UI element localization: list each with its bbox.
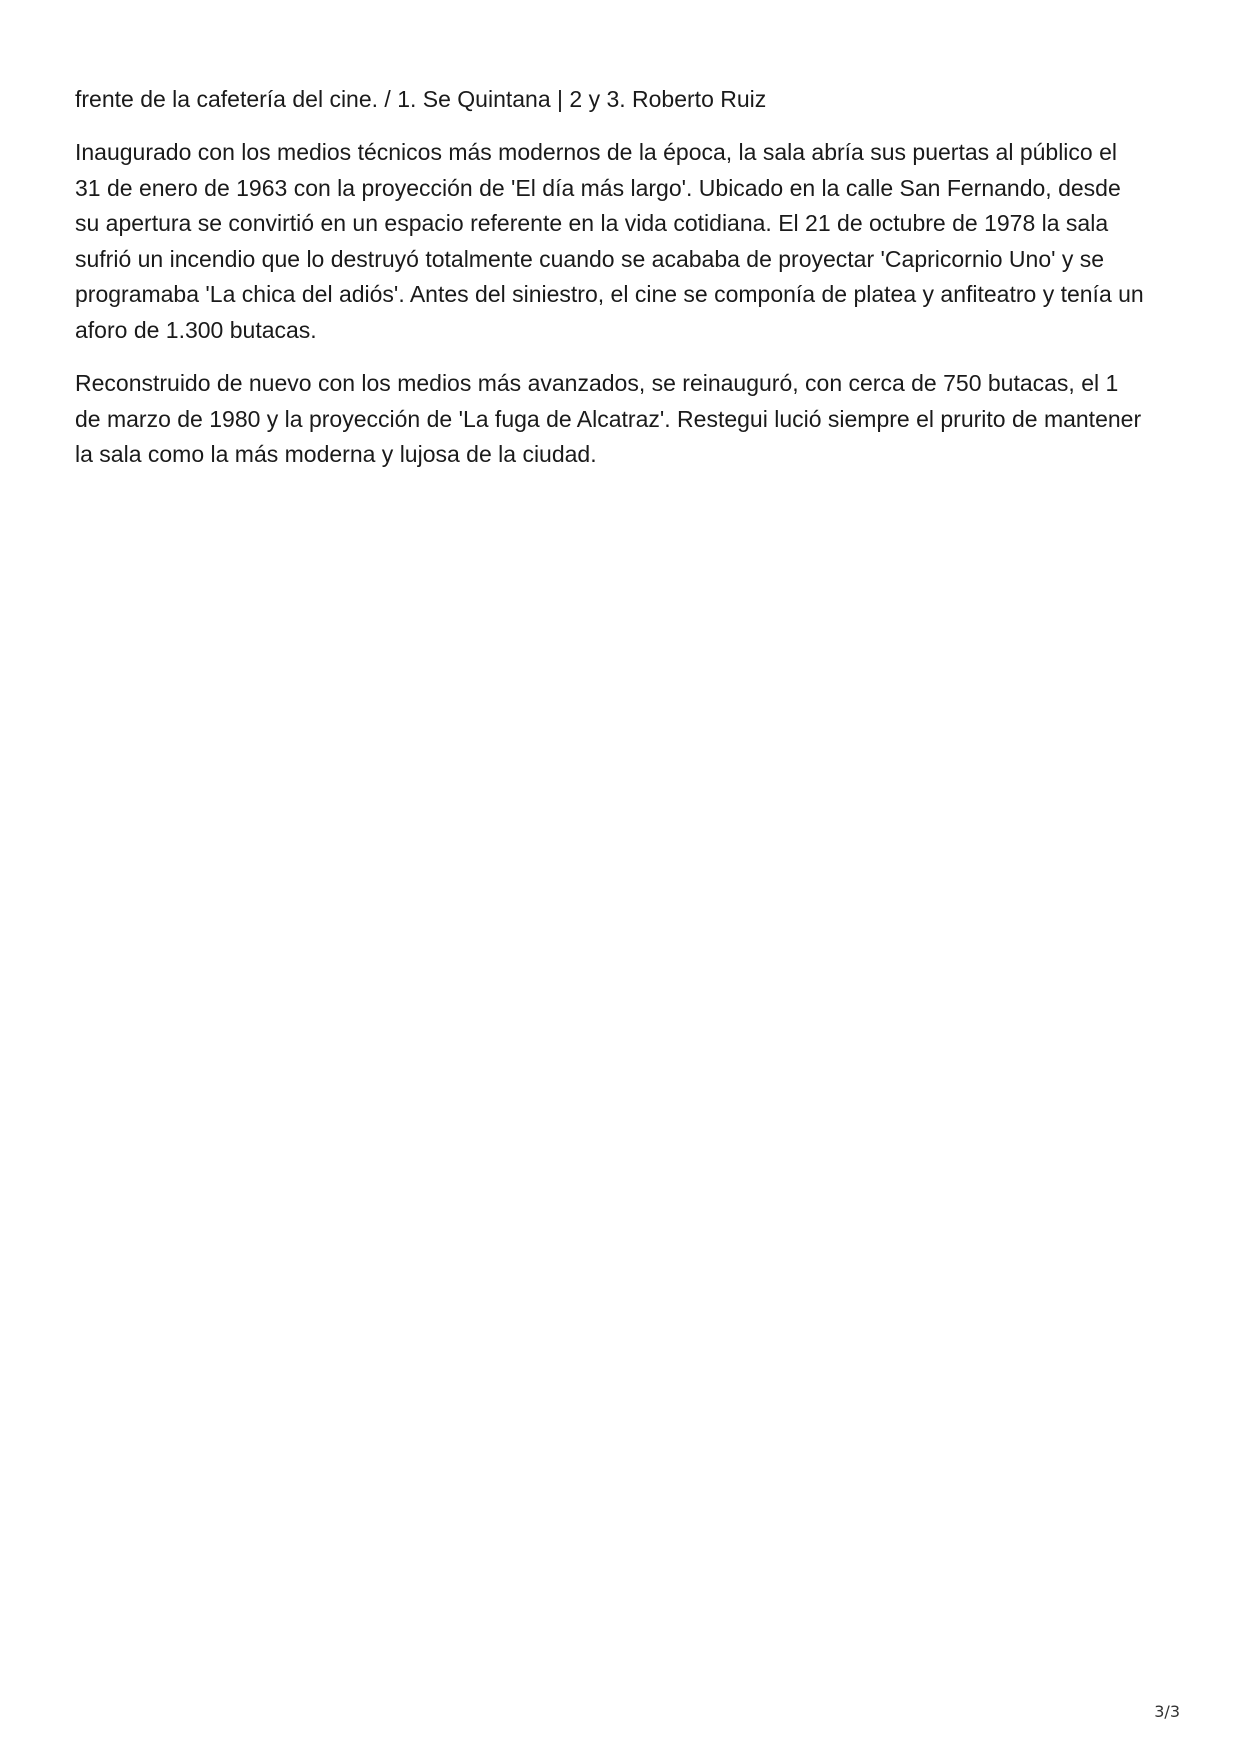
paragraph-line: su apertura se convirtió en un espacio referente en la vida cotidiana. El 21 de octubre de 1978 la sala bbox=[75, 210, 1109, 236]
paragraph-line: de marzo de 1980 y la proyección de 'La fuga de Alcatraz'. Restegui lució siempre el prurito de mantener bbox=[75, 405, 1142, 432]
paragraph-line: la sala como la más moderna y lujosa de la ciudad. bbox=[75, 441, 597, 467]
paragraph-inauguration bbox=[75, 135, 1175, 348]
page-number: 3/3 bbox=[1154, 1702, 1180, 1721]
paragraph-line: 31 de enero de 1963 con la proyección de 'El día más largo'. Ubicado en la calle San Fernando, desde bbox=[75, 174, 1121, 201]
paragraph-reconstruction bbox=[75, 366, 1175, 473]
paragraph-line: Inaugurado con los medios técnicos más modernos de la época, la sala abría sus puertas al público el bbox=[75, 139, 1117, 165]
page-content bbox=[75, 82, 1175, 491]
paragraph-line: Reconstruido de nuevo con los medios más avanzados, se reinauguró, con cerca de 750 butacas, el 1 bbox=[75, 370, 1119, 396]
paragraph-line: aforo de 1.300 butacas. bbox=[75, 316, 317, 343]
paragraph-line: programaba 'La chica del adiós'. Antes del siniestro, el cine se componía de platea y anfiteatro y tenía un bbox=[75, 281, 1144, 307]
photo-caption-credit: frente de la cafetería del cine. / 1. Se Quintana | 2 y 3. Roberto Ruiz bbox=[75, 86, 767, 112]
paragraph-line: sufrió un incendio que lo destruyó totalmente cuando se acababa de proyectar 'Capricornio Uno' y se bbox=[75, 245, 1105, 272]
